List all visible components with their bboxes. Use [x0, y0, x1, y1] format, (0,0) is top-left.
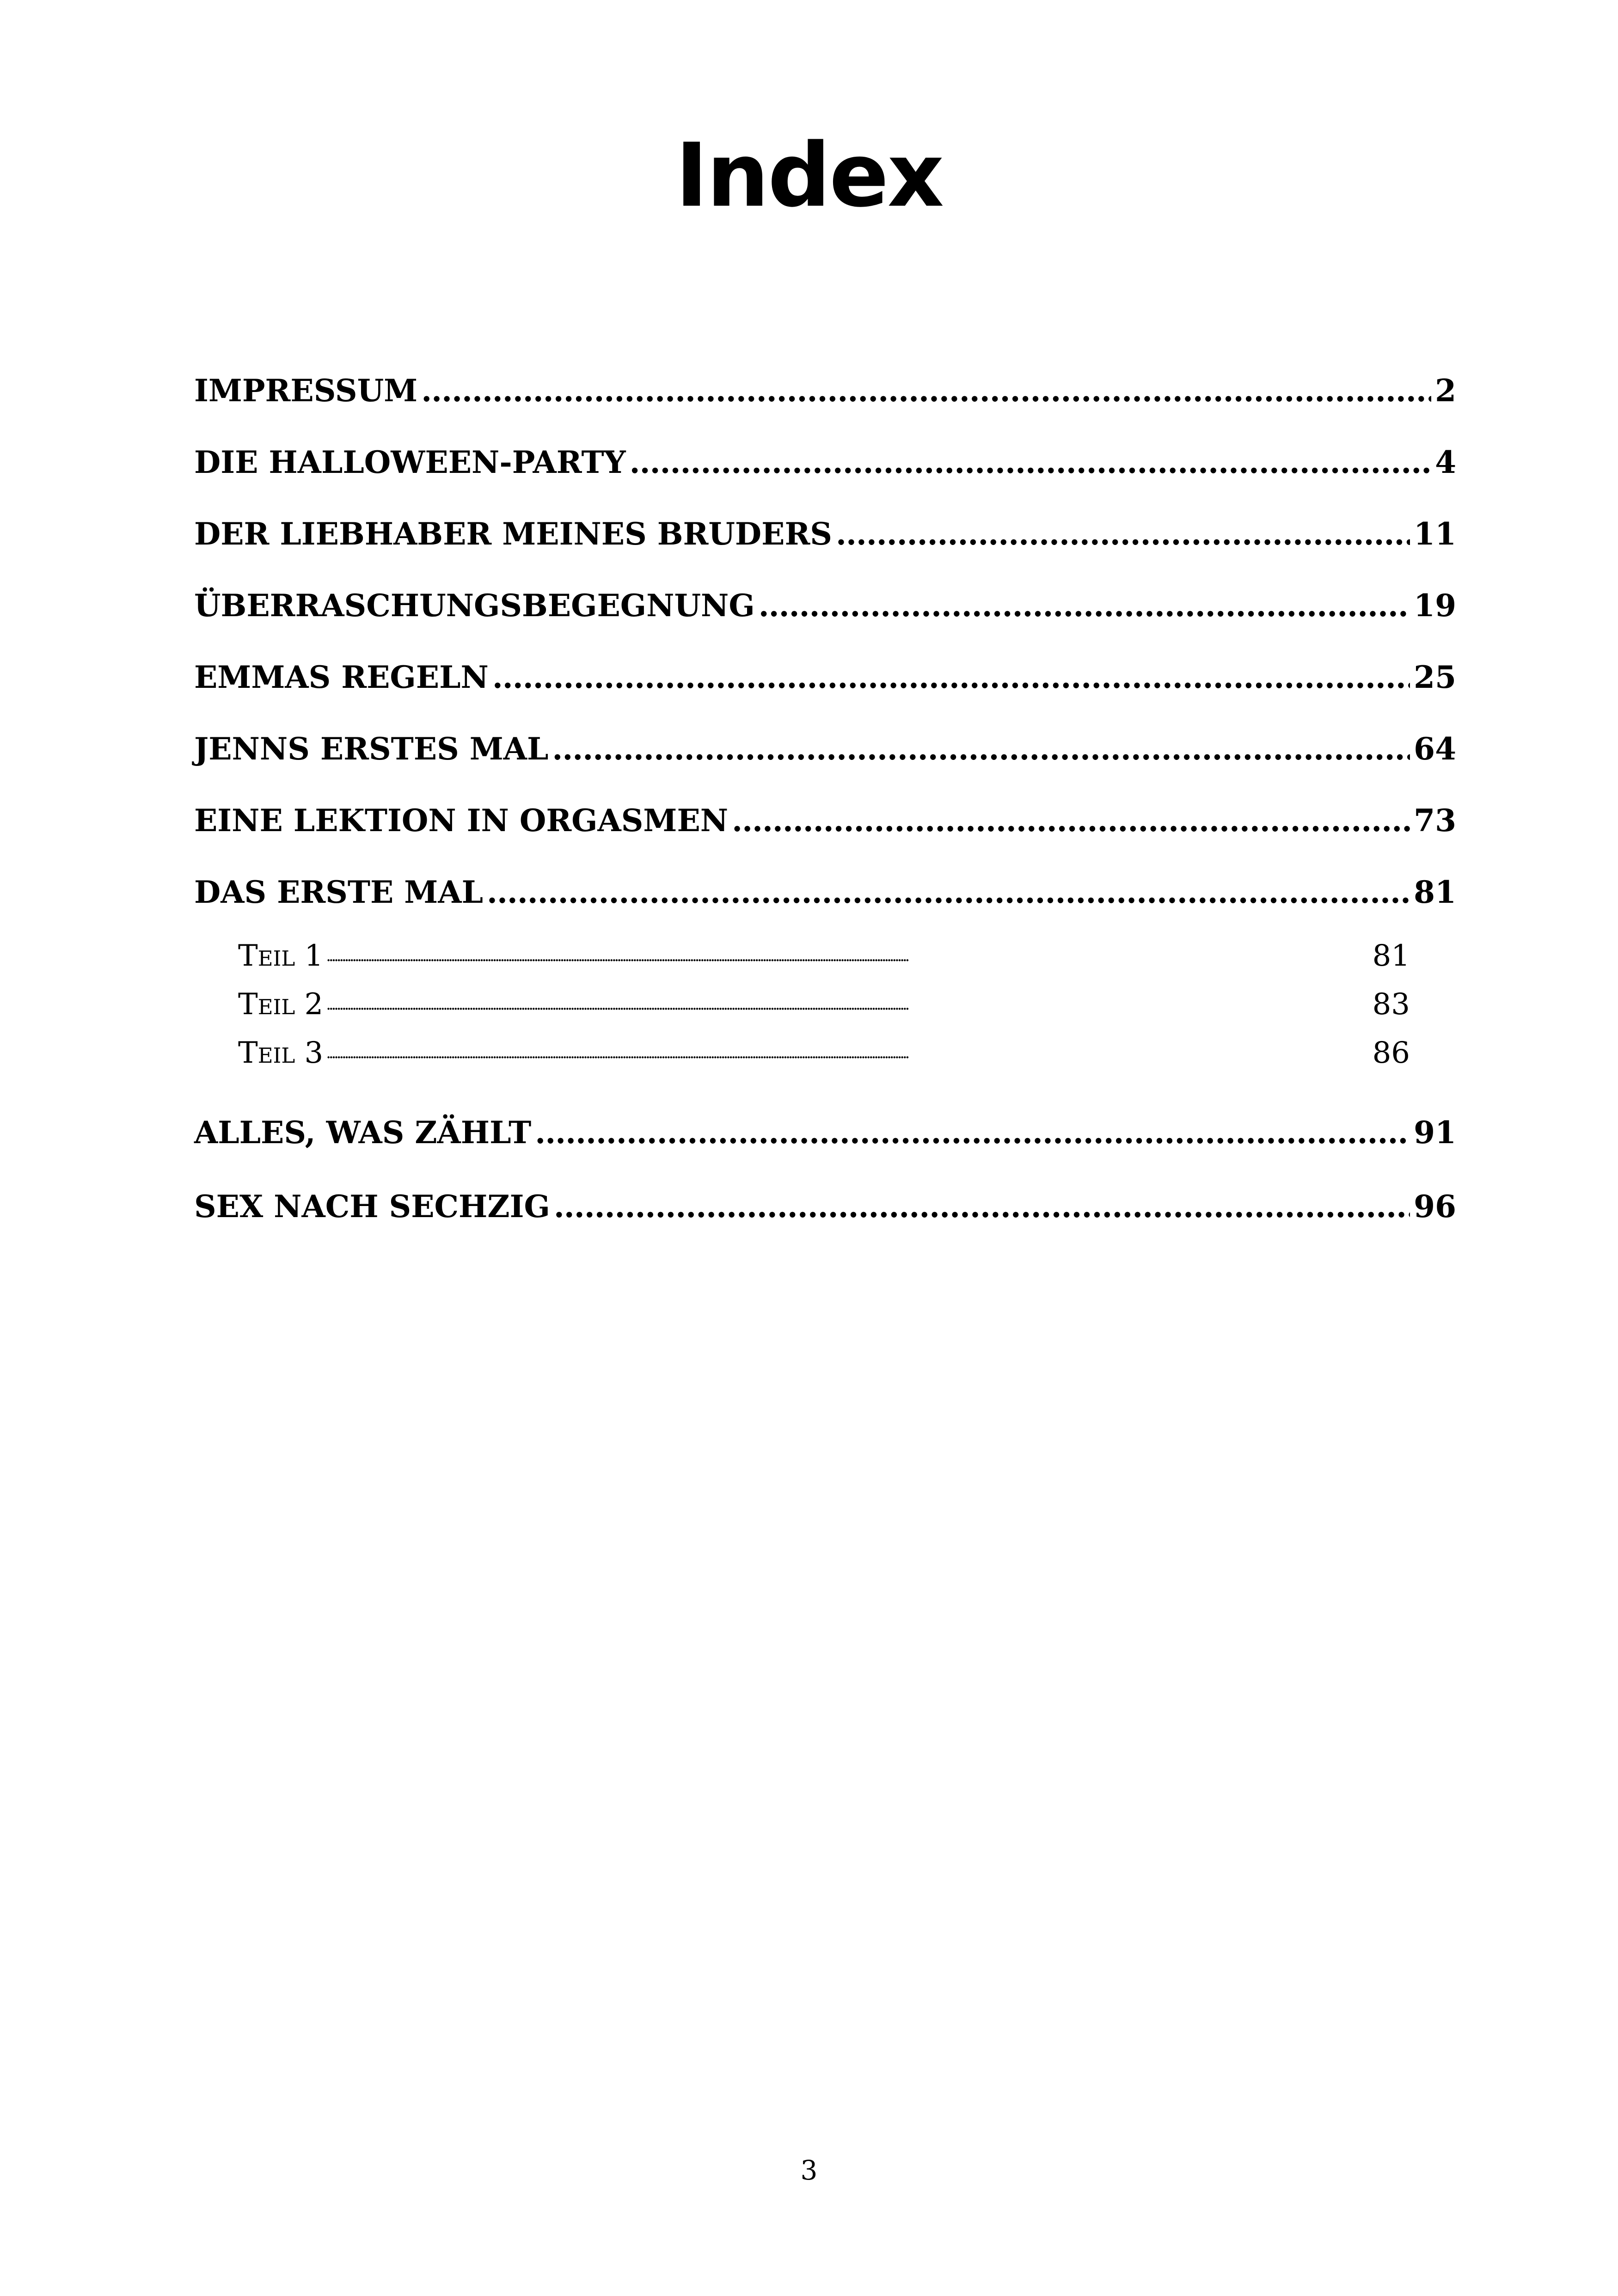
toc-entry-title: ÜBERRASCHUNGSBEGEGNUNG [194, 588, 755, 624]
toc-entry-page-number: 2 [1435, 373, 1456, 409]
toc-subentry-title: Teil 2 [238, 987, 324, 1022]
toc-entry-page-number: 91 [1414, 1114, 1456, 1151]
dot-leader [421, 370, 1431, 411]
toc-subentry-page-number: 83 [1372, 987, 1410, 1022]
toc-entry-title: DIE HALLOWEEN-PARTY [194, 444, 626, 480]
toc-subentry-teil-2[interactable] [238, 980, 1410, 1024]
dot-leader [552, 728, 1410, 770]
toc-entry-alles-was-zaehlt[interactable] [194, 1102, 1456, 1153]
toc-entry-page-number: 96 [1414, 1188, 1456, 1225]
dot-leader [759, 585, 1410, 626]
toc-entry-title: EMMAS REGELN [194, 659, 489, 695]
toc-subentry-teil-1[interactable] [238, 931, 1410, 975]
toc-entry-page-number: 4 [1435, 444, 1456, 480]
toc-entry-page-number: 19 [1414, 588, 1456, 624]
toc-entry-page-number: 11 [1414, 516, 1456, 552]
page-number-footer: 3 [800, 2155, 818, 2186]
dot-leader [554, 1186, 1410, 1227]
dot-leader [326, 980, 1369, 1024]
toc-subentry-title: Teil 1 [238, 939, 324, 973]
dot-leader [326, 932, 1369, 975]
dot-leader [487, 871, 1410, 913]
toc-entry-page-number: 64 [1414, 731, 1456, 767]
toc-entry-title: ALLES, WAS ZÄHLT [194, 1114, 532, 1151]
toc-entry-der-liebhaber-meines-bruders[interactable] [194, 504, 1456, 555]
dot-leader [630, 441, 1431, 483]
toc-entry-title: EINE LEKTION IN ORGASMEN [194, 802, 729, 839]
toc-entry-die-halloween-party[interactable] [194, 432, 1456, 483]
toc-entry-emmas-regeln[interactable] [194, 647, 1456, 698]
toc-entry-title: DAS ERSTE MAL [194, 874, 483, 910]
toc-entry-eine-lektion-in-orgasmen[interactable] [194, 790, 1456, 841]
toc-entry-page-number: 73 [1414, 802, 1456, 839]
toc-entry-sex-nach-sechzig[interactable] [194, 1176, 1456, 1227]
dot-leader [836, 513, 1410, 555]
dot-leader [326, 1029, 1369, 1072]
toc-subentry-title: Teil 3 [238, 1036, 324, 1070]
toc-entry-title: SEX NACH SECHZIG [194, 1188, 550, 1225]
toc-subentry-page-number: 81 [1372, 939, 1410, 973]
page-title: Index [675, 124, 943, 227]
toc-entry-page-number: 81 [1414, 874, 1456, 910]
dot-leader [732, 800, 1410, 841]
toc-entry-ueberraschungsbegegnung[interactable] [194, 576, 1456, 626]
toc-entry-title: JENNS ERSTES MAL [194, 731, 549, 767]
toc-entry-das-erste-mal[interactable] [194, 862, 1456, 913]
toc-entry-title: DER LIEBHABER MEINES BRUDERS [194, 516, 832, 552]
toc-entry-title: IMPRESSUM [194, 373, 418, 409]
toc-subentry-page-number: 86 [1372, 1036, 1410, 1070]
toc-entry-impressum[interactable] [194, 361, 1456, 411]
toc-entry-page-number: 25 [1414, 659, 1456, 695]
toc-subentry-teil-3[interactable] [238, 1029, 1410, 1072]
dot-leader [492, 656, 1410, 698]
toc-entry-jenns-erstes-mal[interactable] [194, 719, 1456, 770]
dot-leader [535, 1112, 1410, 1153]
